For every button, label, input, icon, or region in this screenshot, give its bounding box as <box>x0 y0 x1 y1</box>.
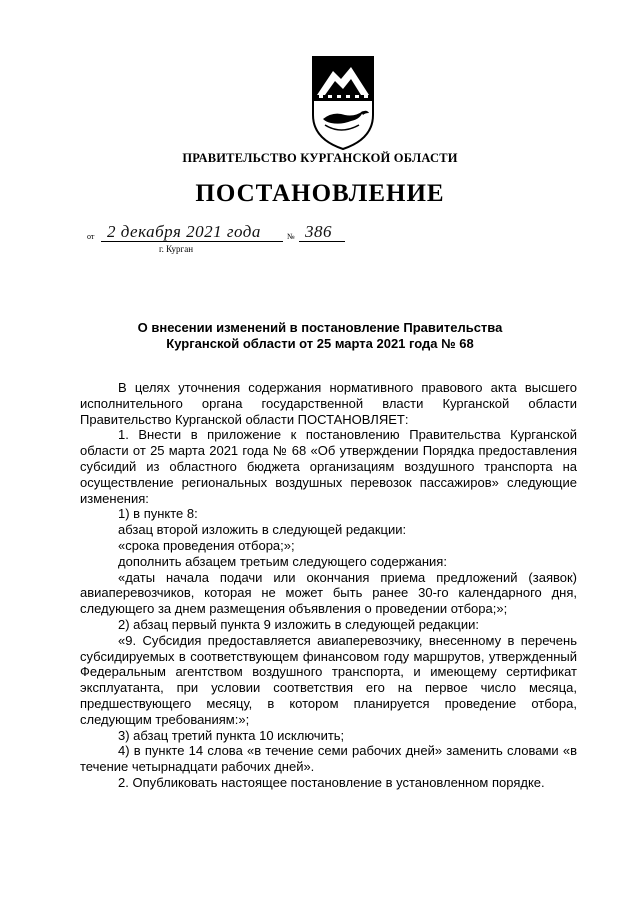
date-number-row <box>87 224 357 260</box>
document-body <box>80 380 577 791</box>
body-paragraph: 2) абзац первый пункта 9 изложить в следующей редакции: <box>118 616 479 632</box>
body-paragraph: В целях уточнения содержания нормативного правового акта высшего исполнительного органа государственной власти Курганской области Правительство Курганской области ПОСТАНОВЛЯЕТ: <box>80 380 577 427</box>
document-title-line: Курганской области от 25 марта 2021 года № 68 <box>166 336 474 351</box>
number-label: № <box>287 232 295 241</box>
body-paragraph: дополнить абзацем третьим следующего содержания: <box>118 553 447 569</box>
body-paragraph: 1) в пункте 8: <box>118 506 198 522</box>
handwritten-number: 386 <box>305 222 332 241</box>
body-paragraph: 1. Внести в приложение к постановлению Правительства Курганской области от 25 марта 2021 года № 68 «Об утверждении Порядка предоставления субсидий из областного бюджета организациям воздушного транспорта на осуществление региональных воздушных перевозок пассажиров» следующие изменения: <box>80 427 577 506</box>
coat-of-arms-icon <box>311 55 375 151</box>
body-paragraph: абзац второй изложить в следующей редакции: <box>118 522 407 538</box>
document-type-heading: ПОСТАНОВЛЕНИЕ <box>195 180 445 207</box>
body-paragraph: «9. Субсидия предоставляется авиаперевозчику, внесенному в перечень субсидируемых в соответствующем финансовом году маршрутов, утвержденный Федеральным агентством воздушного транспорта, и имеющему сертификат эксплуатанта, при условии соответствия его на первое число месяца, предшествующего месяцу, в котором планируется проведение отбора, следующим требованиям:»; <box>80 632 577 727</box>
body-paragraph: «срока проведения отбора;»; <box>118 537 295 553</box>
organization-name: ПРАВИТЕЛЬСТВО КУРГАНСКОЙ ОБЛАСТИ <box>182 151 458 165</box>
handwritten-date: 2 декабря 2021 года <box>107 222 261 241</box>
city-name: г. Курган <box>159 244 194 254</box>
body-paragraph: 4) в пункте 14 слова «в течение семи рабочих дней» заменить словами «в течение четырнадцати рабочих дней». <box>80 743 577 775</box>
document-title-line: О внесении изменений в постановление Правительства <box>137 320 503 335</box>
body-paragraph: 2. Опубликовать настоящее постановление в установленном порядке. <box>118 774 545 790</box>
document-title <box>0 320 640 352</box>
body-paragraph: «даты начала подачи или окончания приема предложений (заявок) авиаперевозчиков, которая не может быть ранее 30-го календарного дня, следующего за днем размещения объявления о проведении отбора;»; <box>80 569 577 617</box>
body-paragraph: 3) абзац третий пункта 10 исключить; <box>118 727 345 743</box>
date-label: от <box>87 232 95 241</box>
